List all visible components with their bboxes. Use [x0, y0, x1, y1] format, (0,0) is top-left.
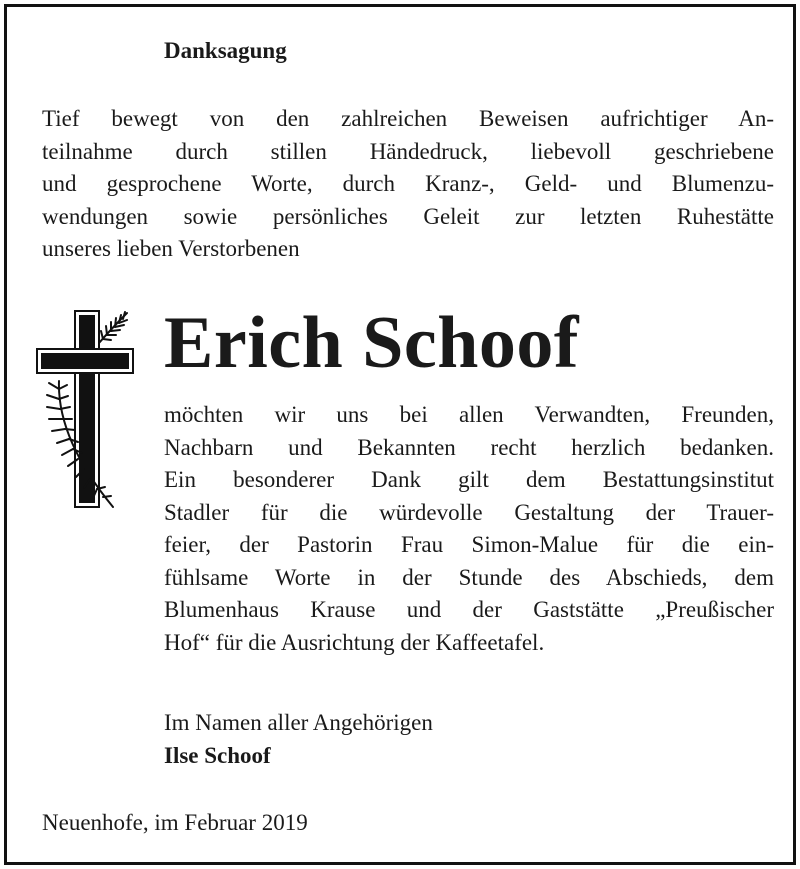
intro-line: unseres lieben Verstorbenen — [42, 236, 300, 261]
thanks-line: Ein besonderer Dank gilt dem Bestattungsinstitut — [164, 467, 774, 492]
thanks-line: Nachbarn und Bekannten recht herzlich bedanken. — [164, 434, 774, 460]
notice-heading: Danksagung — [164, 38, 287, 63]
thanks-line: Stadler für die würdevolle Gestaltung der Trauer- — [164, 499, 774, 525]
intro-line: und gesprochene Worte, durch Kranz-, Geld- und Blumenzu- — [42, 171, 774, 196]
thanks-line: fühlsame Worte in der Stunde des Abschieds, dem — [164, 564, 774, 590]
thanks-line: Blumenhaus Krause und der Gaststätte „Preußischer — [164, 597, 774, 622]
notice-frame — [4, 4, 796, 865]
thanks-paragraph — [164, 399, 774, 659]
deceased-name: Erich Schoof — [164, 302, 580, 384]
intro-line: teilnahme durch stillen Händedruck, liebevoll geschriebene — [42, 138, 774, 164]
cross-with-palm-branch-icon — [35, 309, 139, 511]
place-date: Neuenhofe, im Februar 2019 — [42, 810, 308, 835]
thanks-line: Hof“ für die Ausrichtung der Kaffeetafel. — [164, 629, 545, 655]
thanks-line: möchten wir uns bei allen Verwandten, Freunden, — [164, 402, 774, 427]
on-behalf-line: Im Namen aller Angehörigen — [164, 710, 433, 735]
signer-name: Ilse Schoof — [164, 743, 271, 768]
intro-paragraph — [42, 103, 774, 266]
intro-line: Tief bewegt von den zahlreichen Beweisen aufrichtiger An- — [42, 106, 774, 131]
thanks-line: feier, der Pastorin Frau Simon-Malue für die ein- — [164, 532, 774, 557]
intro-line: wendungen sowie persönliches Geleit zur letzten Ruhestätte — [42, 203, 774, 229]
